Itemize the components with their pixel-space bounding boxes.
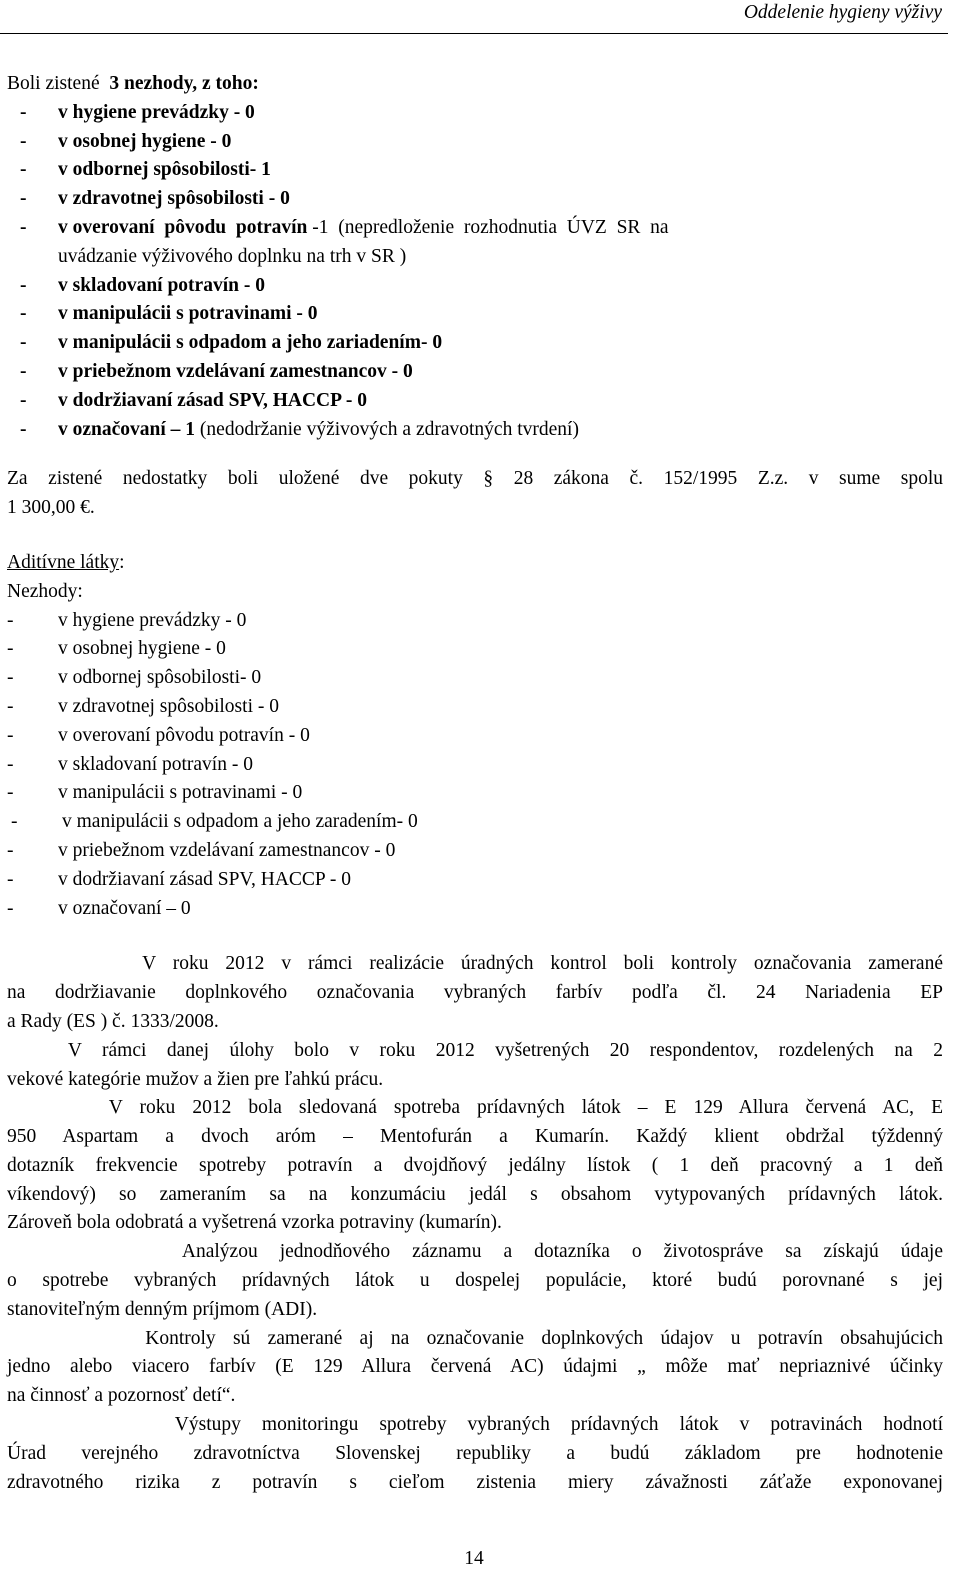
paragraph-line: dotazník frekvencie spotreby potravín a dvojdňový jedálny lístok ( 1 deň pracovný a 1 deň: [7, 1154, 943, 1176]
paragraph-respondents: [7, 1037, 943, 1095]
labelling-bold-text: v označovaní – 1: [58, 418, 196, 440]
list-item: - v overovaní pôvodu potravín - 0: [7, 722, 943, 751]
list-item: - v hygiene prevádzky - 0: [7, 607, 943, 636]
list-item-text: v manipulácii s odpadom a jeho zaradením- 0: [62, 811, 418, 833]
header-title: Oddelenie hygieny výživy: [743, 2, 942, 23]
list-item: - v zdravotnej spôsobilosti - 0: [7, 185, 943, 214]
list-item-text: v osobnej hygiene - 0: [58, 130, 232, 152]
list-item: - v manipulácii s potravinami - 0: [7, 300, 943, 329]
paragraph-outputs: [7, 1411, 943, 1497]
page-number: 14: [464, 1548, 484, 1569]
list-item-text: v manipulácii s potravinami - 0: [58, 782, 303, 804]
paragraph-line: Kontroly sú zamerané aj na označovanie doplnkových údajov u potravín obsahujúcich: [7, 1327, 943, 1349]
list-item: - v označovaní – 0: [7, 895, 943, 924]
list-item: - v priebežnom vzdelávaní zamestnancov - 0: [7, 837, 943, 866]
list-item-text: v hygiene prevádzky - 0: [58, 101, 255, 123]
document-body: [7, 70, 943, 1497]
list-item-text: v osobnej hygiene - 0: [58, 638, 226, 660]
list-item-text: v overovaní pôvodu potravín - 0: [58, 724, 310, 746]
paragraph-line: vekové kategórie mužov a žien pre ľahkú prácu.: [7, 1068, 384, 1090]
list-item-text: v manipulácii s odpadom a jeho zariadením- 0: [58, 332, 443, 354]
paragraph-line: jedno alebo viacero farbív (E 129 Allura červená AC) údajmi „ môže mať nepriaznivé účinky: [7, 1356, 943, 1378]
list-item: - v manipulácii s potravinami - 0: [7, 779, 943, 808]
paragraph-line: na dodržiavanie doplnkového označovania vybraných farbív podľa čl. 24 Nariadenia EP: [7, 982, 943, 1004]
list-item-text: v priebežnom vzdelávaní zamestnancov - 0: [58, 360, 413, 382]
paragraph-colorants: [7, 1325, 943, 1411]
heading-colon: :: [119, 551, 125, 573]
origin-rest-text: -1 (nepredloženie rozhodnutia ÚVZ SR na: [307, 216, 669, 238]
list-item: - v manipulácii s odpadom a jeho zariadením- 0: [7, 329, 943, 358]
list-item: - v skladovaní potravín - 0: [7, 751, 943, 780]
list-item: - v manipulácii s odpadom a jeho zaradením- 0: [7, 808, 943, 837]
paragraph-line: 950 Aspartam a dvoch aróm – Mentofurán a Kumarín. Každý klient obdržal týždenný: [7, 1126, 943, 1148]
list-item-text: v odbornej spôsobilosti- 0: [58, 667, 262, 689]
paragraph-line: na činnosť a pozornosť detí“.: [7, 1385, 236, 1407]
intro-text: Boli zistené: [7, 73, 110, 94]
list-item-origin: - v overovaní pôvodu potravín -1 (nepredloženie rozhodnutia ÚVZ SR na: [20, 216, 669, 238]
list-item: - v zdravotnej spôsobilosti - 0: [7, 693, 943, 722]
origin-continuation: uvádzanie výživového doplnku na trh v SR ): [58, 245, 407, 267]
paragraph-line: V rámci danej úlohy bolo v roku 2012 vyšetrených 20 respondentov, rozdelených na 2: [7, 1039, 943, 1061]
list-item-text: v priebežnom vzdelávaní zamestnancov - 0: [58, 839, 396, 861]
intro-bold-text: 3 nezhody, z toho:: [109, 73, 259, 94]
nonconformity-subheading: Nezhody:: [7, 580, 83, 602]
list-item-text: v odbornej spôsobilosti- 1: [58, 159, 271, 181]
paragraph-consumption: [7, 1094, 943, 1238]
list-item-text: v zdravotnej spôsobilosti - 0: [58, 695, 279, 717]
list-item-text: v dodržiavaní zásad SPV, HACCP - 0: [58, 389, 367, 411]
paragraph-line: zdravotného rizika z potravín s cieľom zistenia miery závažnosti záťaže exponovanej: [7, 1471, 943, 1493]
list-item-text: v manipulácii s potravinami - 0: [58, 303, 318, 325]
paragraph-line: Analýzou jednodňového záznamu a dotazníka o životospráve sa získajú údaje: [7, 1241, 943, 1263]
list-item: - v dodržiavaní zásad SPV, HACCP - 0: [7, 387, 943, 416]
list-item-text: v hygiene prevádzky - 0: [58, 609, 247, 631]
nonconformity-intro: [7, 70, 943, 99]
paragraph-line: a Rady (ES ) č. 1333/2008.: [7, 1010, 219, 1032]
list-item-text: v označovaní – 0: [58, 897, 191, 919]
paragraph-line: V roku 2012 bola sledovaná spotreba prídavných látok – E 129 Allura červená AC, E: [7, 1097, 943, 1119]
list-item: - v skladovaní potravín - 0: [7, 272, 943, 301]
list-item: - v odbornej spôsobilosti- 0: [7, 664, 943, 693]
paragraph-line: stanoviteľným denným príjmom (ADI).: [7, 1298, 318, 1320]
page-header: [0, 0, 948, 34]
paragraph-analysis: [7, 1238, 943, 1324]
list-item-text: v skladovaní potravín - 0: [58, 753, 253, 775]
list-item: - v osobnej hygiene - 0: [7, 128, 943, 157]
paragraph-line: V roku 2012 v rámci realizácie úradných kontrol boli kontroly označovania zamerané: [7, 953, 943, 975]
list-item: - v hygiene prevádzky - 0: [7, 99, 943, 128]
labelling-rest-text: (nedodržanie výživových a zdravotných tvrdení): [195, 418, 579, 440]
list-item: - v odbornej spôsobilosti- 1: [7, 156, 943, 185]
additives-heading-text: Aditívne látky: [7, 551, 120, 573]
list-item-text: v skladovaní potravín - 0: [58, 274, 265, 296]
paragraph-line: víkendový) so zameraním sa na konzumáciu jedál s obsahom vytypovaných prídavných látok.: [7, 1183, 943, 1205]
list-item-text: v dodržiavaní zásad SPV, HACCP - 0: [58, 868, 352, 890]
list-item-text: v zdravotnej spôsobilosti - 0: [58, 188, 290, 210]
paragraph-line: o spotrebe vybraných prídavných látok u dospelej populácie, ktoré budú porovnané s jej: [7, 1270, 943, 1292]
list-item: - v osobnej hygiene - 0: [7, 635, 943, 664]
paragraph-line: Výstupy monitoringu spotreby vybraných prídavných látok v potravinách hodnotí: [7, 1414, 943, 1436]
list-item: - v priebežnom vzdelávaní zamestnancov - 0: [7, 358, 943, 387]
list-item-labelling: - v označovaní – 1 (nedodržanie výživových a zdravotných tvrdení): [20, 418, 579, 440]
paragraph-line: Úrad verejného zdravotníctva Slovenskej republiky a budú základom pre hodnotenie: [7, 1442, 943, 1464]
list-item: - v dodržiavaní zásad SPV, HACCP - 0: [7, 866, 943, 895]
paragraph-labelling-controls: [7, 950, 943, 1036]
origin-bold-text: v overovaní pôvodu potravín: [58, 216, 308, 238]
fines-text-line: 1 300,00 €.: [7, 497, 95, 519]
additives-heading: [7, 549, 943, 578]
paragraph-line: Zároveň bola odobratá a vyšetrená vzorka potraviny (kumarín).: [7, 1212, 502, 1234]
fines-text-line: Za zistené nedostatky boli uložené dve pokuty § 28 zákona č. 152/1995 Z.z. v sume spolu: [7, 468, 943, 490]
